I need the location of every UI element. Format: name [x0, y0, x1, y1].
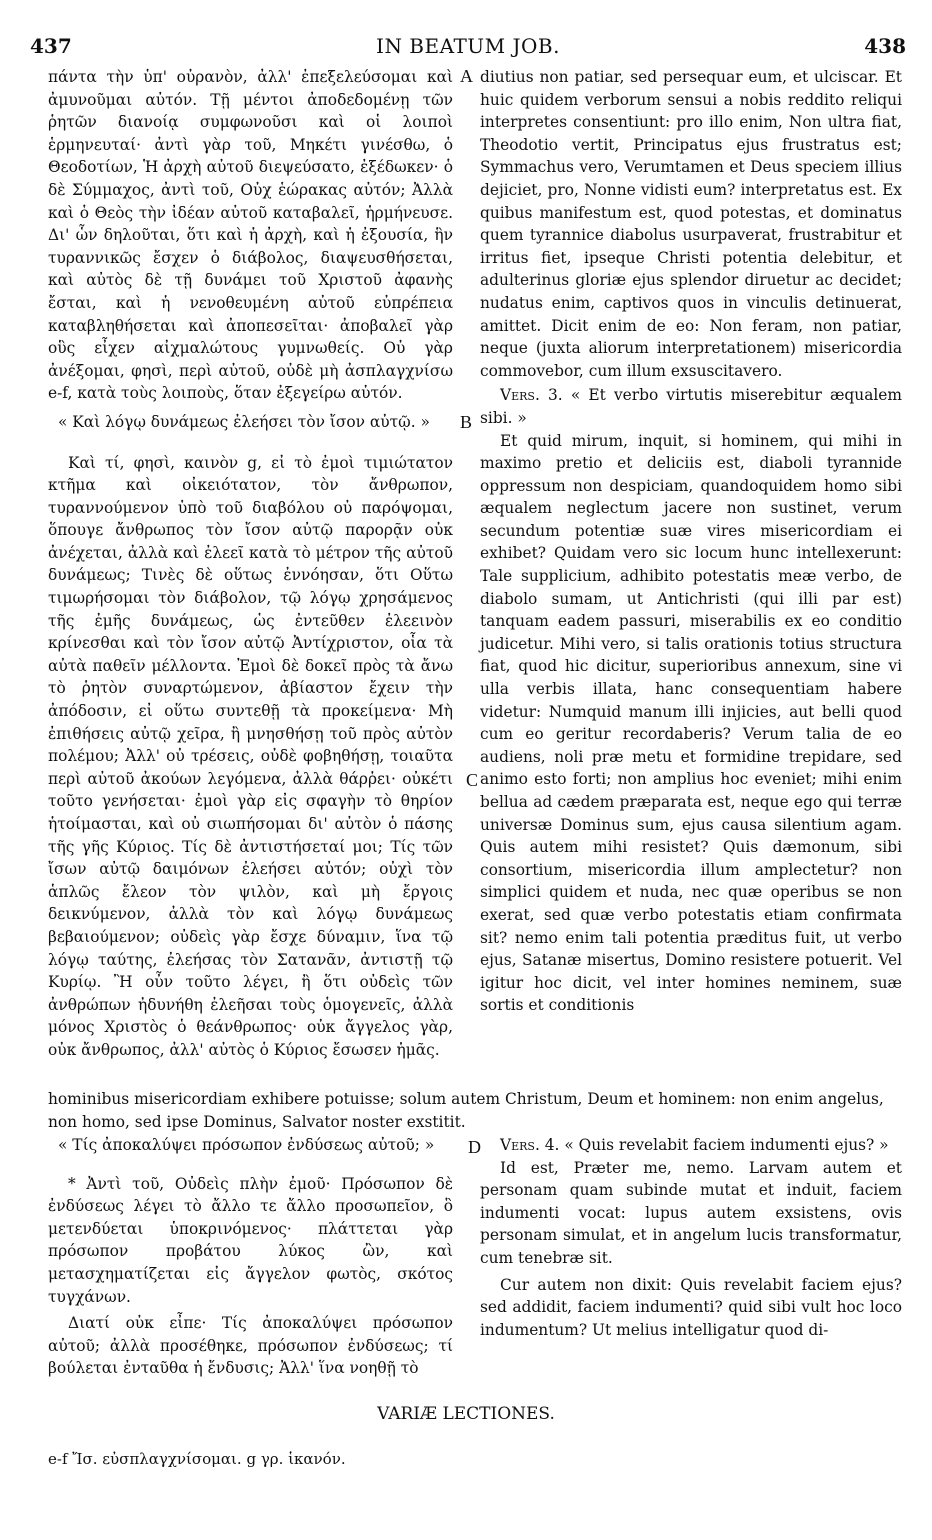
latin-verse-3: [480, 384, 902, 429]
section-marker-b: B: [460, 412, 473, 432]
section-marker-d: D: [468, 1137, 481, 1157]
greek-lemma-verse-4: « Τίς ἀποκαλύψει πρόσωπον ἐνδύσεως αὐτοῦ; »: [58, 1136, 435, 1154]
greek-paragraph-2: Καὶ τί, φησὶ, καινὸν g, εἰ τὸ ἐμοὶ τιμιώτατον κτῆμα καὶ οἰκειότατον, τὸν ἄνθρωπον, τυραννούμενον ὑπὸ τοῦ διαβόλου οὐ παρόψομαι, ὅπουγε ἄνθρωπος τὸν ἴσον αὐτῷ παρορᾷν οὐκ ἀνέχεται, ἀλλὰ καὶ ἐλεεῖ κατὰ τὸ μέτρον τῆς αὐτοῦ δυνάμεως; Τινὲς δὲ οὕτως ἐννόησαν, ὅτι Οὕτω τιμωρήσομαι τὸν διάβολον, τῷ λόγῳ χρησάμενος τῆς ἐμῆς δυνάμεως, ὡς ἐντεῦθεν ἐλεεινὸν κρίνεσθαι καὶ τὸν ἴσον αὐτῷ Ἀντίχριστον, οἷα τὰ αὐτὰ παθεῖν μέλλοντα. Ἐμοὶ δὲ δοκεῖ πρὸς τὰ ἄνω τὸ ῥητὸν συναρτώμενον, ἀβίαστον ἔχειν τὴν ἀπόδοσιν, εἰ οὕτω συντεθῇ τὰ προκείμενα· Μὴ ἐπιθήσεις αὐτῷ χεῖρα, ἢ μνησθήσῃ τοῦ πρὸς αὐτὸν πολέμου; Ἀλλ' οὐ τρέσεις, οὐδὲ φοβηθήσῃ, τοιαῦτα περὶ αὐτοῦ ἀκούων λεγόμενα, ἀλλὰ θάρῥει· οὐκέτι τοῦτο γενήσεται· ἐμοὶ γὰρ εἰς σφαγὴν τὸ θηρίον ἡτοίμασται, καὶ οὐ σιωπήσομαι δι' αὐτὸν ὁ πάσης τῆς γῆς Κύριος. Τίς δὲ ἀντιστήσεταί μοι; Τίς τῶν ἴσων αὐτῷ δαιμόνων ἐλεήσει αὐτόν; οὐχὶ τὸν ἁπλῶς ἔλεον τὸν ψιλὸν, καὶ μὴ ἔργοις δεικνύμενον, ἀλλὰ τὸν καὶ λόγῳ δυνάμεως βεβαιούμενον; οὐδεὶς γὰρ ἔσχε δύναμιν, ἵνα τῷ λόγῳ ταύτης, ἐλεήσας τὸν Σατανᾶν, ἀντιστῇ τῷ Κυρίῳ. Ἢ οὖν τοῦτο λέγει, ἢ ὅτι οὐδεὶς τῶν ἀνθρώπων ἠδυνήθη ἐλεῆσαι τοὺς ὁμογενεῖς, ἀλλὰ μόνος Χριστὸς ὁ θεάνθρωπος· οὐκ ἄγγελος γὰρ, οὐκ ἄνθρωπος, ἀλλ' αὐτὸς ὁ Κύριος ἔσωσεν ἡμᾶς.: [48, 453, 453, 1059]
page-number-right: 438: [864, 34, 906, 58]
section-marker-c: C: [466, 770, 479, 790]
page-number-left: 437: [30, 34, 72, 58]
latin-verse-4-text: « Quis revelabit faciem indumenti ejus? »: [564, 1136, 889, 1154]
latin-column-bottom: [480, 1134, 902, 1341]
latin-paragraph-3: Id est, Præter me, nemo. Larvam autem et personam quam subinde mutat et induit, faciem indumenti vocat: lupus autem exsistens, ovis personam simulat, et in angelum lucis transformatur, cum tenebræ sit.: [480, 1158, 902, 1267]
greek-column-top: [48, 66, 453, 1062]
section-marker-a: A: [460, 66, 473, 86]
latin-paragraph-2: Et quid mirum, inquit, si hominem, qui mihi in maximo pretio et deliciis est, diaboli tyrannide oppressum non despiciam, quandoquidem homo sibi æqualem neglectum jacere non sustinet, verum secundum potentiæ suæ vires misericordiam ei exhibet? Quidam vero sic locum hunc intellexerunt: Tale supplicium, adhibito potestatis meæ verbo, de diabolo sumam, ut Antichristi (qui illi par est) tanquam eadem passuri, miserabilis ex eo conditio judicetur. Mihi vero, si talis orationis totius structura fiat, quod hic dicitur, superioribus annexum, sine vi ulla verbis illata, hanc consequentiam habere videtur: Numquid manum illi injicies, aut belli quod cum eo geritur recordaberis? Verum talia de eo audiens, noli præ metu et formidine trepidare, sed animo esto forti; non amplius hoc eveniet; mihi enim bellua ad cædem præparata est, neque ego qui terræ universæ Dominus sum, ejus causa silentium agam. Quis autem mihi resistet? Quis dæmonum, sibi consortium, misericordia illum amplectetur? non simplici quidem et nuda, nec quæ operibus se non exerat, sed quæ verbo potestatis etiam confirmata sit? nemo enim tali potentia præditus fuit, ut verbo ejus, Satanæ misertus, Domino resistere potuerit. Vel igitur hoc dicit, vel inter homines neminem, suæ sortis et conditionis: [480, 431, 902, 1015]
latin-verse-3-label: Vers. 3.: [500, 386, 563, 405]
latin-verse-3-text: « Et verbo virtutis miserebitur æqualem sibi. »: [480, 386, 902, 427]
latin-column-top: [480, 66, 902, 1017]
running-title: IN BEATUM JOB.: [376, 34, 560, 58]
page-header: [30, 34, 906, 64]
latin-paragraph-1: diutius non patiar, sed persequar eum, et ulciscar. Et huic quidem verborum sensui a nobis reddito reliqui interpretes consentiunt: pro illo enim, Non ultra fiat, Theodotio vertit, Principatus ejus frustratus est; Symmachus vero, Verumtamen et Deus speciem illius dejiciet, pro, Nonne vidisti eum? interpretatus est. Ex quibus manifestum est, quod potestas, et dominatus quem tyrannice diabolus usurpaverat, frustrabitur et irritus fiet, ipseque Christi potentia delebitur, et adulterinus gloriæ ejus splendor diruetur ac decidet; nudatus enim, captivos quos in vinculis detinuerat, amittet. Dicit enim de eo: Non feram, non patiar, neque (juxta aliorum interpretationem) misericordia commovebor, cum illum exsuscitavero.: [480, 68, 902, 380]
latin-paragraph-4: Cur autem non dixit: Quis revelabit faciem ejus? sed addidit, faciem indumenti? quid sibi vult hoc loco indumentum? Ut melius intelligatur quod di-: [480, 1275, 902, 1339]
fullwidth-latin-continuation: hominibus misericordiam exhibere potuisse; solum autem Christum, Deum et hominem: non enim angelus, non homo, sed ipse Dominus, Salvator noster exstitit.: [48, 1090, 884, 1131]
greek-lemma-verse-3: « Καὶ λόγῳ δυνάμεως ἐλεήσει τὸν ἴσον αὐτῷ. »: [58, 412, 430, 431]
greek-paragraph-1: πάντα τὴν ὑπ' οὐρανὸν, ἀλλ' ἐπεξελεύσομαι καὶ ἀμυνοῦμαι αὐτόν. Τῇ μέντοι ἀποδεδομένῃ τῶν ῥητῶν διανοίᾳ συμφωνοῦσι καὶ οἱ λοιποὶ ἑρμηνευταί· ἀντὶ γὰρ τοῦ, Μηκέτι γινέσθω, ὁ Θεοδοτίων, Ἡ ἀρχὴ αὐτοῦ διεψεύσατο, ἐξέδωκεν· ὁ δὲ Σύμμαχος, ἀντὶ τοῦ, Οὐχ ἑώρακας αὐτόν; Ἀλλὰ καὶ ὁ Θεὸς τὴν ἰδέαν αὐτοῦ καταβαλεῖ, ἡρμήνευσε. Δι' ὧν δηλοῦται, ὅτι καὶ ἡ ἀρχὴ, καὶ ἡ ἐξουσία, ἣν τυραννικῶς ἔσχεν ὁ διάβολος, διαψευσθήσεται, καὶ αὐτὸς δὲ τῇ δυνάμει τοῦ Χριστοῦ ἀφανὴς ἔσται, καὶ ἡ νενοθευμένη αὐτοῦ εὐπρέπεια καταβληθήσεται καὶ ἀποπεσεῖται· ἀποβαλεῖ γὰρ οὓς εἶχεν αἰχμαλώτους γυμνωθείς. Οὐ γὰρ ἀνέξομαι, φησὶ, περὶ αὐτοῦ, οὐδὲ μὴ ἀσπλαγχνίσω e-f, κατὰ τοὺς λοιποὺς, ὅταν ἐξεγείρω αὐτόν.: [48, 68, 453, 403]
greek-column-bottom: [48, 1134, 453, 1380]
greek-paragraph-4: Διατί οὐκ εἶπε· Τίς ἀποκαλύψει πρόσωπον αὐτοῦ; ἀλλὰ προσέθηκε, πρόσωπον ἐνδύσεως; τί βούλεται ἐνταῦθα ἡ ἔνδυσις; Ἀλλ' ἵνα νοηθῇ τὸ: [48, 1314, 453, 1378]
variae-lectiones-notes: e-f Ἴσ. εὐσπλαγχνίσομαι. g γρ. ἱκανόν.: [48, 1450, 346, 1468]
latin-verse-4-label: Vers. 4.: [500, 1136, 560, 1154]
latin-verse-4: [480, 1134, 902, 1157]
variae-lectiones-title: VARIÆ LECTIONES.: [377, 1404, 555, 1424]
greek-paragraph-3: * Ἀντὶ τοῦ, Οὐδεὶς πλὴν ἐμοῦ· Πρόσωπον δὲ ἐνδύσεως λέγει τὸ ἄλλο τε ἄλλο προσωπεῖον, ὃ μετενδύεται ὑποκρινόμενος· πλάττεται γὰρ πρόσωπον προβάτου λύκος ὢν, καὶ μετασχηματίζεται εἰς ἄγγελον φωτὸς, σκότος τυγχάνων.: [48, 1174, 453, 1306]
